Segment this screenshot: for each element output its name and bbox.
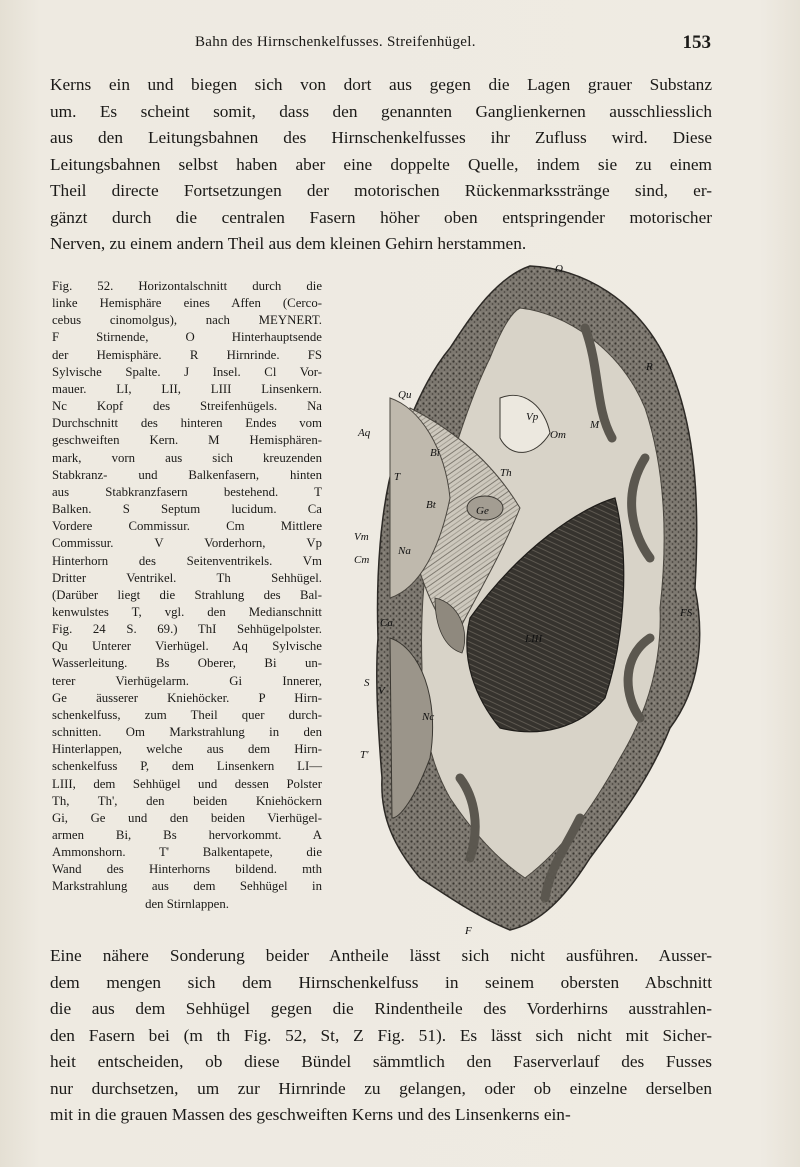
caption-line: schenkelfuss P, dem Linsenkern LI— — [52, 759, 322, 774]
caption-line: Sylvische Spalte. J Insel. Cl Vor- — [52, 364, 322, 379]
text-line: Theil directe Fortsetzungen der motorischen Rückenmarksstränge sind, er- — [50, 181, 712, 200]
caption-line: F Stirnende, O Hinterhauptsende — [52, 330, 322, 345]
page-header — [55, 32, 715, 56]
caption-line: mauer. LI, LII, LIII Linsenkern. — [52, 381, 322, 396]
label-v: V — [378, 685, 385, 697]
caption-line: schnitten. Om Markstrahlung in den — [52, 725, 322, 740]
text-line: den Fasern bei (m th Fig. 52, St, Z Fig. 51). Es lässt sich nicht mit Sicher- — [50, 1025, 712, 1045]
text-line: gänzt durch die centralen Fasern höher oben entspringender motorischer — [50, 207, 712, 227]
text-line: mit in die grauen Massen des geschweiften Kerns und des Linsenkerns ein- — [50, 1105, 571, 1124]
caption-line: Th, Th', den beiden Kniehöckern — [52, 793, 322, 808]
label-t-prime: T' — [360, 749, 369, 761]
label-liii: LIII — [525, 633, 543, 645]
label-aq: Aq — [358, 427, 371, 439]
text-line: aus den Leitungsbahnen des Hirnschenkelfusses ihr Zufluss wird. Diese — [50, 128, 712, 147]
caption-line: armen Bi, Bs hervorkommt. A — [52, 828, 322, 842]
label-o: O — [555, 263, 563, 275]
text-line: Nerven, zu einem andern Theil aus dem kleinen Gehirn herstammen. — [50, 234, 527, 253]
text-line: um. Es scheint somit, dass den genannten Ganglienkernen ausschliesslich — [50, 101, 712, 121]
text-line: Leitungsbahnen selbst haben aber eine doppelte Quelle, indem sie zu einem — [50, 154, 712, 174]
label-om: Om — [550, 429, 566, 441]
caption-line: LIII, dem Sehhügel und dessen Polster — [52, 776, 322, 791]
caption-line: Qu Unterer Vierhügel. Aq Sylvische — [52, 639, 322, 654]
bottom-paragraph — [50, 943, 712, 1129]
caption-line: Commissur. V Vorderhorn, Vp — [52, 536, 322, 551]
caption-line: Vordere Commissur. Cm Mittlere — [52, 519, 322, 534]
top-paragraph — [50, 72, 712, 258]
caption-line: Gi, Ge und den beiden Vierhügel- — [52, 810, 322, 825]
caption-line: Fig. 24 S. 69.) ThI Sehhügelpolster. — [52, 622, 322, 637]
label-m: M — [590, 419, 600, 431]
caption-line: Durchschnitt des hinteren Endes vom — [52, 416, 322, 431]
text-line: die aus dem Sehhügel gegen die Rindentheile des Vorderhirns ausstrahlen- — [50, 999, 712, 1018]
label-vp: Vp — [526, 411, 539, 423]
caption-line: Wasserleitung. Bs Oberer, Bi un- — [52, 656, 322, 671]
page-number: 153 — [682, 32, 711, 53]
label-vm: Vm — [354, 531, 369, 543]
caption-line: den Stirnlappen. — [145, 896, 229, 911]
caption-line: linke Hemisphäre eines Affen (Cerco- — [52, 296, 322, 311]
caption-line: terer Vierhügelarm. Gi Innerer, — [52, 673, 322, 688]
caption-line: (Darüber liegt die Strahlung des Bal- — [52, 587, 322, 602]
label-qu: Qu — [398, 389, 412, 401]
caption-line: Fig. 52. Horizontalschnitt durch die — [52, 279, 322, 293]
brain-section-figure — [350, 258, 710, 938]
caption-line: cebus cinomolgus), nach MEYNERT. — [52, 313, 322, 328]
label-f: F — [465, 925, 472, 937]
label-fs: FS — [680, 607, 693, 619]
caption-line: Markstrahlung aus dem Sehhügel in — [52, 879, 322, 894]
text-line: heit entscheiden, ob diese Bündel sämmtlich den Faserverlauf des Fusses — [50, 1052, 712, 1071]
label-ca: Ca — [380, 617, 393, 629]
label-ge: Ge — [476, 505, 489, 517]
caption-line: mark, vorn aus sich kreuzenden — [52, 450, 322, 465]
text-line: Eine nähere Sonderung beider Antheile lässt sich nicht ausführen. Ausser- — [50, 946, 712, 965]
label-r: R — [646, 361, 653, 373]
caption-line: Wand des Hinterhorns bildend. mth — [52, 862, 322, 877]
caption-line: Dritter Ventrikel. Th Sehhügel. — [52, 570, 322, 585]
caption-line: kenwulstes T, vgl. den Medianschnitt — [52, 604, 322, 619]
caption-line: Ge äusserer Kniehöcker. P Hirn- — [52, 690, 322, 705]
caption-line: Balken. S Septum lucidum. Ca — [52, 502, 322, 517]
caption-line: Hinterlappen, welche aus dem Hirn- — [52, 742, 322, 757]
label-bi: Bi — [430, 447, 440, 459]
label-t: T — [394, 471, 401, 483]
caption-line: geschweiften Kern. M Hemisphären- — [52, 433, 322, 448]
label-cm: Cm — [354, 554, 370, 566]
text-line: nur durchsetzen, um zur Hirnrinde zu gelangen, oder ob einzelne derselben — [50, 1078, 712, 1098]
caption-line: schenkelfuss, zum Theil quer durch- — [52, 707, 322, 722]
label-na: Na — [398, 545, 411, 557]
label-th: Th — [500, 467, 512, 479]
label-bt: Bt — [426, 499, 436, 511]
caption-line: Hinterhorn des Seitenventrikels. Vm — [52, 553, 322, 568]
caption-line: Nc Kopf des Streifenhügels. Na — [52, 399, 322, 414]
caption-line: der Hemisphäre. R Hirnrinde. FS — [52, 347, 322, 362]
running-title: Bahn des Hirnschenkelfusses. Streifenhügel. — [195, 34, 476, 50]
caption-line: Stabkranz- und Balkenfasern, hinten — [52, 467, 322, 482]
text-line: Kerns ein und biegen sich von dort aus gegen die Lagen grauer Substanz — [50, 75, 712, 94]
label-s: S — [364, 677, 370, 689]
caption-line: aus Stabkranzfasern bestehend. T — [52, 484, 322, 499]
brain-section-illustration — [350, 258, 710, 938]
text-line: dem mengen sich dem Hirnschenkelfuss in seinem obersten Abschnitt — [50, 972, 712, 992]
figure-caption — [52, 278, 322, 913]
caption-line: Ammonshorn. T' Balkentapete, die — [52, 845, 322, 860]
label-nc: Nc — [422, 711, 435, 723]
